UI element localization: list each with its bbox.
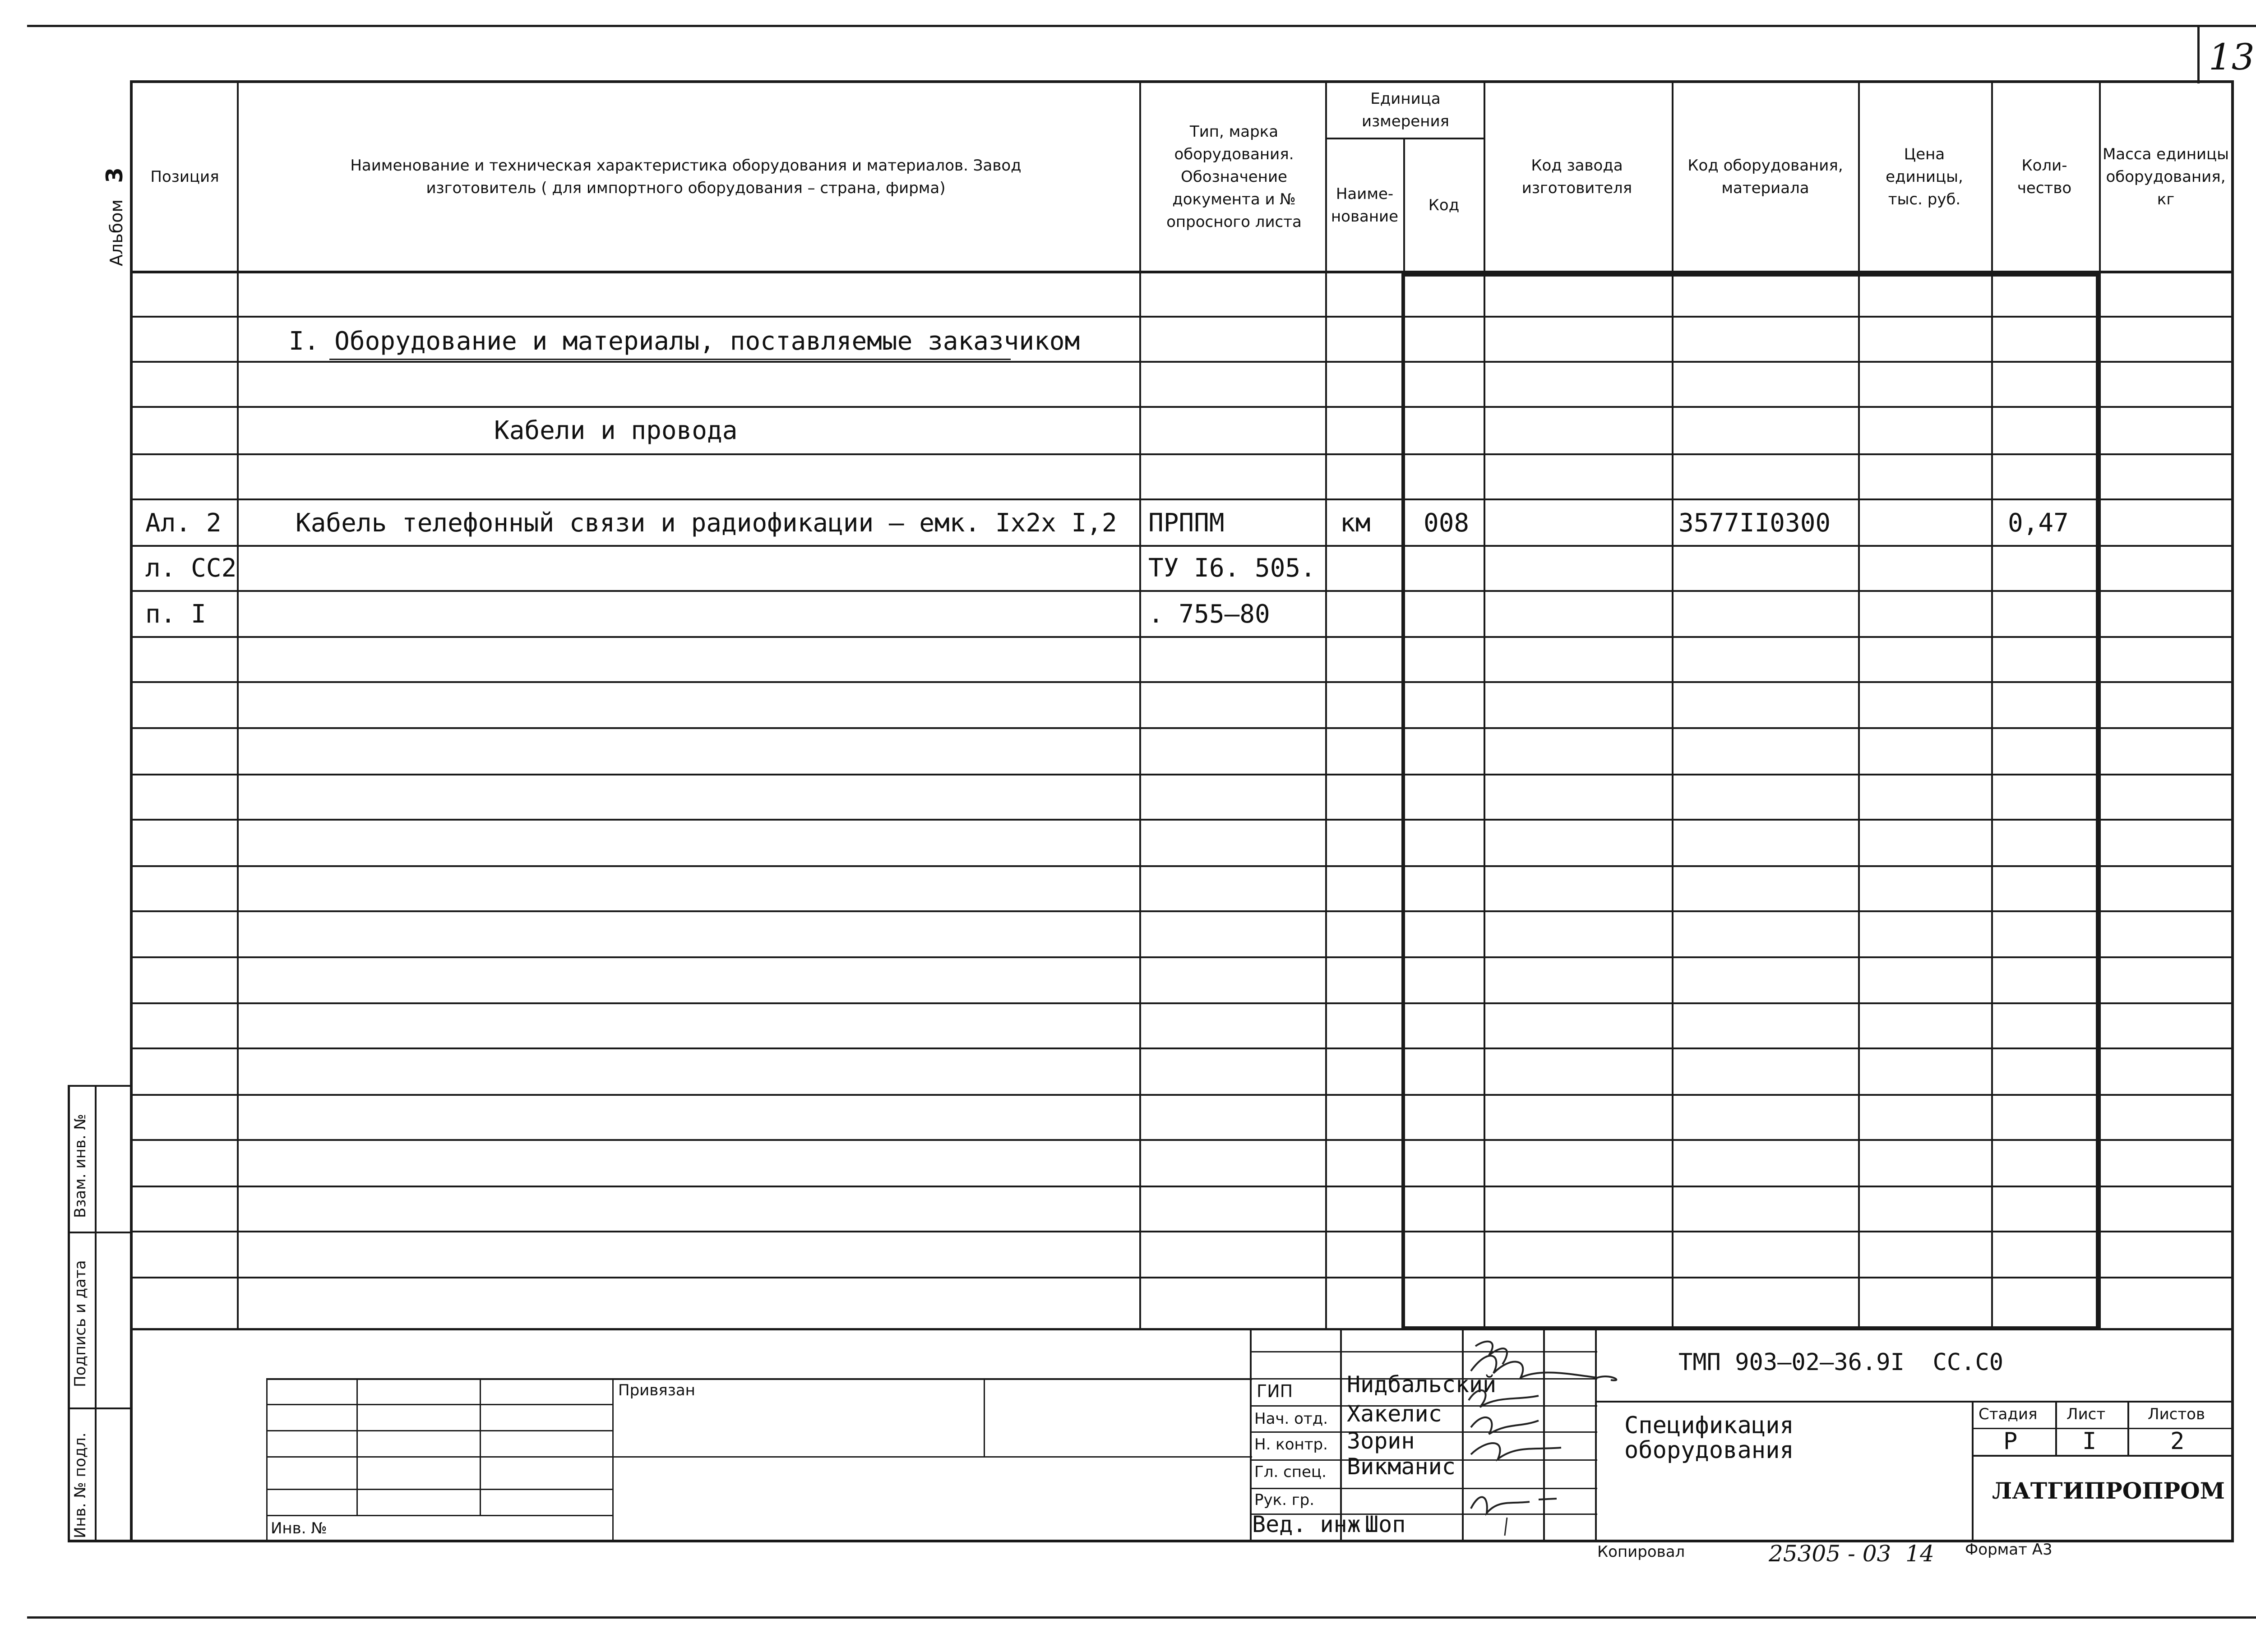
row-line-17: [130, 1047, 2234, 1049]
bound-block-top: [266, 1378, 1252, 1380]
name-gip: Нидбальский: [1347, 1371, 1497, 1398]
row-1-unit-code: 008: [1424, 508, 1470, 538]
sheet-number-box-left: [2197, 25, 2200, 83]
row-line-10: [130, 727, 2234, 729]
sheet-number-box-top: [2197, 25, 2256, 27]
bold-box-top: [1401, 273, 2099, 277]
table-left-border: [130, 80, 133, 1540]
row-line-9: [130, 681, 2234, 683]
row-2-position: л. СС2: [145, 554, 237, 583]
bold-box-left: [1401, 273, 1405, 1330]
bound-label: Привязан: [618, 1381, 695, 1399]
side-stamp-div-2: [68, 1407, 133, 1409]
bound-block-col-1: [266, 1378, 268, 1541]
role-gl-spec: Гл. спец.: [1254, 1463, 1327, 1481]
row-line-22: [130, 1277, 2234, 1278]
doc-title-line2: оборудования: [1624, 1437, 1794, 1464]
album-label: [102, 167, 128, 266]
header-equipment-code: Код оборудования, материала: [1687, 157, 1843, 197]
row-1-equipment-code: 3577II0300: [1678, 508, 1831, 538]
header-type: Тип, марка оборудования. Обозначение документа и № опросного листа: [1166, 123, 1302, 231]
name-nach-otd: Хакелис: [1347, 1401, 1442, 1427]
side-stamp-mid: [95, 1085, 97, 1541]
name-gl-spec: Викманис: [1347, 1454, 1456, 1480]
title-block-left: [1250, 1328, 1252, 1541]
col-line-8: [1991, 80, 1993, 1330]
row-line-3: [130, 406, 2234, 408]
header-manufacturer-code: Код завода изготовителя: [1521, 157, 1632, 197]
row-line-21: [130, 1231, 2234, 1232]
row-1-description: Кабель телефонный связи и радиофикации – емк. Iх2х I,2: [296, 508, 1117, 538]
name-n-kontr: Зорин: [1347, 1428, 1415, 1454]
side-stamp-sign-date: Подпись и дата: [71, 1260, 89, 1387]
row-1-unit-name: км: [1340, 508, 1371, 538]
row-line-4: [130, 453, 2234, 455]
row-2-type: ТУ I6. 505.: [1148, 554, 1316, 583]
row-line-11: [130, 774, 2234, 775]
row-line-18: [130, 1094, 2234, 1096]
sheet-number: 13: [2209, 36, 2255, 78]
table-right-border: [2231, 80, 2234, 1540]
bound-block-row-1: [266, 1404, 614, 1405]
section-title-underline: [329, 359, 1011, 360]
row-line-7: [130, 590, 2234, 592]
stage-box-left: [1972, 1401, 1974, 1541]
bound-block-row-4: [266, 1489, 614, 1490]
stage-label: Стадия: [1979, 1405, 2038, 1423]
inv-no-label: Инв. №: [271, 1519, 327, 1537]
col-line-2: [1139, 80, 1141, 1330]
side-stamp-inv-repl: Взам. инв. №: [71, 1114, 89, 1218]
bound-block-col-4: [612, 1378, 614, 1541]
row-line-6: [130, 545, 2234, 547]
row-line-20: [130, 1186, 2234, 1187]
bound-block-col-5: [984, 1378, 985, 1457]
row-line-13: [130, 865, 2234, 867]
bold-box-right: [2096, 273, 2099, 1330]
sheets-value: 2: [2170, 1428, 2185, 1455]
row-line-12: [130, 819, 2234, 821]
footer-format: Формат А3: [1965, 1541, 2053, 1559]
name-ved-inzh: Шоп: [1365, 1511, 1406, 1537]
row-line-19: [130, 1139, 2234, 1141]
row-1-position: Ал. 2: [145, 508, 222, 538]
side-stamp-div-1: [68, 1232, 133, 1233]
header-unit-code: Код: [1428, 196, 1460, 214]
stage-box-row-2: [1972, 1455, 2233, 1457]
header-unit-group: Единица измерения: [1361, 90, 1450, 130]
bound-block-col-3: [480, 1378, 481, 1516]
bound-block-row-5: [266, 1515, 614, 1516]
title-block-role-col: [1340, 1328, 1342, 1541]
role-ved-inzh: Вед. инж.: [1252, 1511, 1374, 1537]
bottom-area-top: [130, 1328, 2234, 1330]
col-line-5: [1484, 80, 1485, 1330]
role-ruk-gr: Рук. гр.: [1254, 1491, 1315, 1509]
col-line-3: [1325, 80, 1327, 1330]
sheet-value: I: [2082, 1428, 2097, 1455]
role-nach-otd: Нач. отд.: [1254, 1410, 1328, 1428]
bound-block-row-2: [266, 1430, 614, 1431]
header-quantity: Коли- чество: [2017, 157, 2072, 197]
header-mass: Масса единицы оборудования, кг: [2102, 145, 2229, 208]
role-gip: ГИП: [1257, 1381, 1293, 1401]
album-label-text: Альбом: [106, 199, 126, 266]
side-stamp-inv-orig: Инв. № подл.: [71, 1432, 89, 1538]
header-price: Цена единицы, тыс. руб.: [1886, 145, 1963, 208]
subsection-title: Кабели и провода: [494, 416, 738, 445]
row-line-8: [130, 636, 2234, 638]
row-3-position: п. I: [145, 600, 206, 629]
row-line-16: [130, 1002, 2234, 1004]
row-line-14: [130, 910, 2234, 912]
header-unit-name: Наиме- нование: [1331, 185, 1399, 226]
col-line-6: [1672, 80, 1674, 1330]
role-n-kontr: Н. контр.: [1254, 1435, 1328, 1454]
bound-block-col-2: [356, 1378, 358, 1516]
organization: ЛАТГИПРОПРОМ: [1992, 1477, 2225, 1504]
sheets-label: Листов: [2148, 1405, 2205, 1423]
footer-copied: Копировал: [1597, 1543, 1685, 1561]
bound-block-row-3: [266, 1456, 1252, 1458]
header-position: Позиция: [150, 168, 219, 186]
section-title: I. Оборудование и материалы, поставляемые заказчиком: [289, 327, 1080, 356]
row-line-1: [130, 316, 2234, 318]
row-line-15: [130, 956, 2234, 958]
side-stamp-top: [68, 1085, 133, 1087]
sheet-label: Лист: [2066, 1405, 2106, 1423]
top-border: [27, 25, 2215, 27]
row-line-5: [130, 498, 2234, 500]
footer-inventory: 25305 - 03 14: [1769, 1541, 1934, 1567]
header-description: Наименование и техническая характеристика оборудования и материалов. Завод изготовитель ( для импортного оборудования – страна, фирма): [350, 157, 1022, 197]
signatures-graphic: [1462, 1328, 1651, 1540]
doc-code: ТМП 903–02–36.9I СС.С0: [1678, 1349, 2004, 1376]
album-number: 3: [102, 167, 128, 183]
doc-title-line1: Спецификация: [1624, 1412, 1794, 1439]
stage-value: Р: [2003, 1428, 2018, 1455]
title-right-divider: [1595, 1401, 2234, 1403]
bottom-border: [27, 1616, 2256, 1619]
col-line-1: [237, 80, 239, 1330]
row-1-quantity: 0,47: [2008, 508, 2069, 538]
side-stamp-left: [68, 1085, 70, 1541]
row-3-type: . 755–80: [1148, 600, 1270, 629]
row-1-type: ПРППМ: [1148, 508, 1225, 538]
col-line-7: [1858, 80, 1860, 1330]
row-line-2: [130, 361, 2234, 363]
